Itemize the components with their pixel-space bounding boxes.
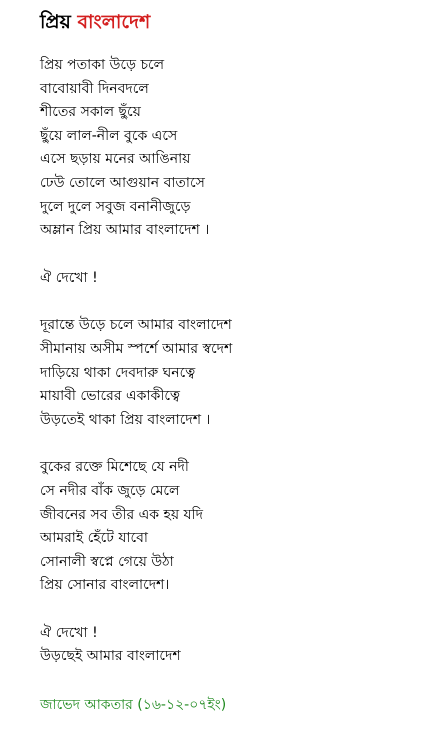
poem-line: উড়তেই থাকা প্রিয় বাংলাদেশ । [40, 411, 211, 428]
poem-document [40, 8, 420, 717]
poem-line: সোনালী স্বপ্নে গেয়ে উঠা [40, 553, 174, 570]
stanza-4 [40, 456, 420, 598]
poem-line: দাড়িয়ে থাকা দেবদারু ঘনত্বে [40, 364, 196, 381]
stanza-3 [40, 314, 420, 432]
poem-line: উড়ছেই আমার বাংলাদেশ [40, 648, 181, 665]
poem-line: বুকের রক্তে মিশেছে যে নদী [40, 459, 189, 476]
poem-line: সে নদীর বাঁক জুড়ে মেলে [40, 482, 180, 499]
poem-line: সীমানায় অসীম স্পর্শে আমার স্বদেশ [40, 340, 233, 357]
poem-line: বাবোয়াবী দিনবদলে [40, 80, 149, 97]
poem-line: অম্লান প্রিয় আমার বাংলাদেশ । [40, 222, 210, 239]
stanza-2 [40, 267, 420, 291]
poem-line: প্রিয় সোনার বাংলাদেশ। [40, 577, 170, 594]
poem-line: জীবনের সব তীর এক হয় যদি [40, 506, 203, 523]
poem-line: দূরান্তে উড়ে চলে আমার বাংলাদেশ [40, 317, 232, 334]
poem-line: আমরাই হেঁটে যাবো [40, 530, 148, 547]
poem-title [40, 8, 420, 36]
stanza-1 [40, 54, 420, 243]
title-word-priyo: প্রিয় [40, 11, 71, 33]
poem-line: প্রিয় পতাকা উড়ে চলে [40, 57, 165, 73]
poem-line: মায়াবী ভোরের একাকীত্বে [40, 388, 180, 405]
title-word-bangladesh: বাংলাদেশ [77, 11, 151, 33]
poem-line: ঢেউ তোলে আগুয়ান বাতাসে [40, 174, 205, 191]
poem-line: শীতের সকাল ছুঁয়ে [40, 104, 141, 121]
poem-line: দুলে দুলে সবুজ বনানীজুড়ে [40, 198, 191, 215]
poem-line: এসে ছড়ায় মনের আঙিনায় [40, 151, 191, 168]
stanza-5 [40, 622, 420, 669]
poem-line: ছুঁয়ে লাল-নীল বুকে এসে [40, 127, 178, 144]
poem-line: ঐ দেখো ! [40, 624, 98, 641]
poem-line: ঐ দেখো ! [40, 269, 98, 286]
author-signature: জাভেদ আকতার (১৬-১২-০৭ইং) [40, 697, 227, 714]
